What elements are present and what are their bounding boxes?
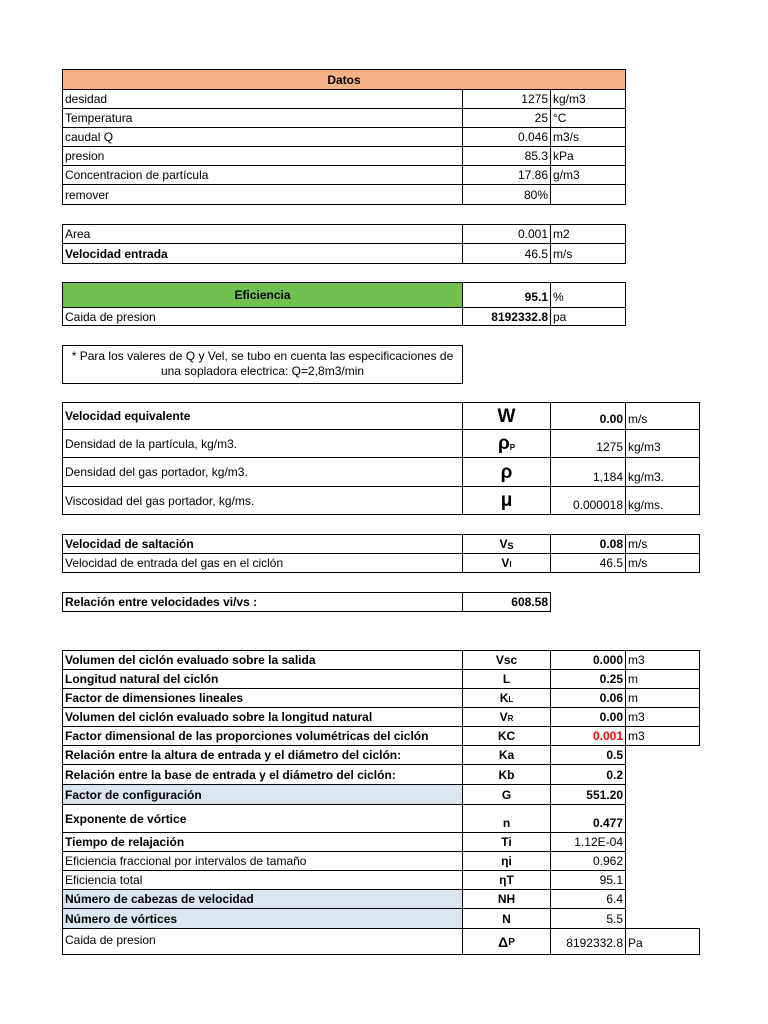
ciclon-label[interactable]: Factor de dimensiones lineales — [62, 688, 463, 708]
prop-unit[interactable]: kg/ms. — [625, 486, 700, 515]
ciclon-value[interactable]: 1.12E-04 — [550, 832, 626, 852]
datos-value[interactable]: 25 — [462, 108, 551, 128]
prop-value[interactable]: 0.00 — [550, 402, 626, 430]
ciclon-symbol — [462, 707, 551, 727]
ciclon-value[interactable]: 0.25 — [550, 669, 626, 689]
datos-header[interactable]: Datos — [62, 69, 626, 90]
datos-label[interactable]: presion — [62, 146, 463, 166]
ciclon-value[interactable]: 0.5 — [550, 745, 626, 765]
caida-presion-label[interactable]: Caida de presion — [62, 307, 463, 326]
ciclon-symbol — [462, 688, 551, 708]
ciclon-unit[interactable]: m3 — [625, 726, 700, 746]
ciclon-label[interactable]: Número de cabezas de velocidad — [62, 889, 463, 909]
velocidad-saltacion-symbol — [462, 534, 551, 554]
ciclon-unit[interactable]: m — [625, 669, 700, 689]
datos-label[interactable]: desidad — [62, 89, 463, 109]
prop-value[interactable]: 1,184 — [550, 457, 626, 487]
datos-unit[interactable] — [550, 184, 626, 205]
prop-unit[interactable]: kg/m3. — [625, 457, 700, 487]
ciclon-label[interactable]: Longitud natural del ciclón — [62, 669, 463, 689]
rho-subscript: P — [509, 442, 516, 452]
datos-unit[interactable]: kPa — [550, 146, 626, 166]
k-subscript: L — [508, 695, 514, 704]
velocidad-entrada-label[interactable]: Velocidad entrada — [62, 243, 463, 264]
ciclon-value[interactable]: 0.00 — [550, 707, 626, 727]
velocidad-saltacion-label[interactable]: Velocidad de saltación — [62, 534, 463, 554]
velocidad-entrada-gas-label[interactable]: Velocidad de entrada del gas en el ciclón — [62, 553, 463, 573]
prop-label[interactable]: Velocidad equivalente — [62, 402, 463, 430]
ciclon-value[interactable]: 0.477 — [550, 804, 626, 833]
v-subscript: S — [507, 540, 514, 551]
area-value[interactable]: 0.001 — [462, 224, 551, 244]
ciclon-symbol: N — [462, 908, 551, 929]
rho-symbol: ρ — [497, 433, 510, 454]
v-symbol: V — [501, 556, 510, 570]
datos-unit[interactable]: m3/s — [550, 127, 626, 147]
eficiencia-header[interactable]: Eficiencia — [62, 282, 463, 308]
ciclon-symbol: ηi — [462, 851, 551, 871]
prop-value[interactable]: 0.000018 — [550, 486, 626, 515]
velocidad-entrada-gas-unit[interactable]: m/s — [625, 553, 700, 573]
datos-unit[interactable]: g/m3 — [550, 165, 626, 185]
prop-unit[interactable]: kg/m3 — [625, 429, 700, 458]
ciclon-value[interactable]: 6.4 — [550, 889, 626, 909]
ciclon-label[interactable]: Eficiencia fraccional por intervalos de tamaño — [62, 851, 463, 871]
ciclon-value[interactable]: 0.2 — [550, 764, 626, 785]
ciclon-symbol: Vsc — [462, 650, 551, 670]
ciclon-symbol: KC — [462, 726, 551, 746]
prop-label[interactable]: Densidad del gas portador, kg/m3. — [62, 457, 463, 487]
prop-symbol: ρ — [462, 457, 551, 487]
ciclon-symbol — [462, 928, 551, 955]
prop-symbol: W — [462, 402, 551, 430]
ciclon-symbol: L — [462, 669, 551, 689]
datos-value[interactable]: 85.3 — [462, 146, 551, 166]
v-symbol: V — [499, 710, 508, 724]
ciclon-symbol: NH — [462, 889, 551, 909]
v-subscript: R — [507, 714, 514, 723]
datos-unit[interactable]: kg/m3 — [550, 89, 626, 109]
datos-label[interactable]: caudal Q — [62, 127, 463, 147]
prop-symbol: μ — [462, 486, 551, 515]
velocidad-entrada-unit[interactable]: m/s — [550, 243, 626, 264]
ciclon-label[interactable]: Exponente de vórtice — [62, 804, 463, 833]
note-box: * Para los valeres de Q y Vel, se tubo en cuenta las especificaciones de una sopladora electrica: Q=2,8m3/min — [62, 345, 463, 384]
ciclon-value[interactable]: 0.06 — [550, 688, 626, 708]
ciclon-unit[interactable]: m3 — [625, 650, 700, 670]
delta-symbol: Δ — [498, 933, 509, 950]
ciclon-label[interactable]: Relación entre la altura de entrada y el diámetro del ciclón: — [62, 745, 463, 765]
ciclon-value[interactable]: 8192332.8 — [550, 928, 626, 955]
delta-subscript: P — [508, 936, 515, 948]
ciclon-symbol: Kb — [462, 764, 551, 785]
ciclon-unit[interactable]: Pa — [625, 928, 700, 955]
ciclon-label[interactable]: Factor de configuración — [62, 784, 463, 805]
area-label[interactable]: Area — [62, 224, 463, 244]
ciclon-label[interactable]: Volumen del ciclón evaluado sobre la salida — [62, 650, 463, 670]
ciclon-unit[interactable]: m3 — [625, 707, 700, 727]
ciclon-value[interactable]: 551.20 — [550, 784, 626, 805]
v-symbol: V — [499, 537, 508, 551]
velocidad-saltacion-unit[interactable]: m/s — [625, 534, 700, 554]
caida-presion-value[interactable]: 8192332.8 — [462, 307, 551, 326]
relacion-value[interactable]: 608.58 — [462, 592, 551, 612]
velocidad-entrada-gas-symbol — [462, 553, 551, 573]
prop-label[interactable]: Densidad de la partícula, kg/m3. — [62, 429, 463, 458]
datos-value[interactable]: 80% — [462, 184, 551, 205]
ciclon-symbol: Ka — [462, 745, 551, 765]
prop-value[interactable]: 1275 — [550, 429, 626, 458]
datos-value[interactable]: 17.86 — [462, 165, 551, 185]
ciclon-label[interactable]: Número de vórtices — [62, 908, 463, 929]
ciclon-symbol: n — [462, 804, 551, 833]
datos-value[interactable]: 1275 — [462, 89, 551, 109]
area-unit[interactable]: m2 — [550, 224, 626, 244]
ciclon-value[interactable]: 0.962 — [550, 851, 626, 871]
prop-unit[interactable]: m/s — [625, 402, 700, 430]
eficiencia-unit[interactable]: % — [550, 282, 626, 308]
ciclon-label[interactable]: Tiempo de relajación — [62, 832, 463, 852]
ciclon-label[interactable]: Eficiencia total — [62, 870, 463, 890]
ciclon-symbol: ηT — [462, 870, 551, 890]
datos-label[interactable]: Temperatura — [62, 108, 463, 128]
ciclon-value[interactable]: 95.1 — [550, 870, 626, 890]
eficiencia-value[interactable]: 95.1 — [462, 282, 551, 308]
ciclon-label[interactable]: Factor dimensional de las proporciones volumétricas del ciclón — [62, 726, 463, 746]
datos-unit[interactable]: °C — [550, 108, 626, 128]
ciclon-value[interactable]: 5.5 — [550, 908, 626, 929]
caida-presion-unit[interactable]: pa — [550, 307, 626, 326]
ciclon-symbol: Ti — [462, 832, 551, 852]
velocidad-saltacion-value[interactable]: 0.08 — [550, 534, 626, 554]
v-subscript: I — [509, 560, 512, 569]
ciclon-label[interactable]: Caida de presion — [62, 928, 463, 955]
ciclon-symbol: G — [462, 784, 551, 805]
ciclon-label[interactable]: Volumen del ciclón evaluado sobre la longitud natural — [62, 707, 463, 727]
ciclon-value-highlight[interactable]: 0.001 — [550, 726, 626, 746]
relacion-label[interactable]: Relación entre velocidades vi/vs : — [62, 592, 463, 612]
prop-symbol — [462, 429, 551, 458]
ciclon-unit[interactable]: m — [625, 688, 700, 708]
datos-label[interactable]: remover — [62, 184, 463, 205]
velocidad-entrada-gas-value[interactable]: 46.5 — [550, 553, 626, 573]
ciclon-value[interactable]: 0.000 — [550, 650, 626, 670]
datos-value[interactable]: 0.046 — [462, 127, 551, 147]
prop-label[interactable]: Viscosidad del gas portador, kg/ms. — [62, 486, 463, 515]
ciclon-label[interactable]: Relación entre la base de entrada y el diámetro del ciclón: — [62, 764, 463, 785]
k-symbol: K — [499, 691, 509, 705]
velocidad-entrada-value[interactable]: 46.5 — [462, 243, 551, 264]
datos-label[interactable]: Concentracion de partícula — [62, 165, 463, 185]
